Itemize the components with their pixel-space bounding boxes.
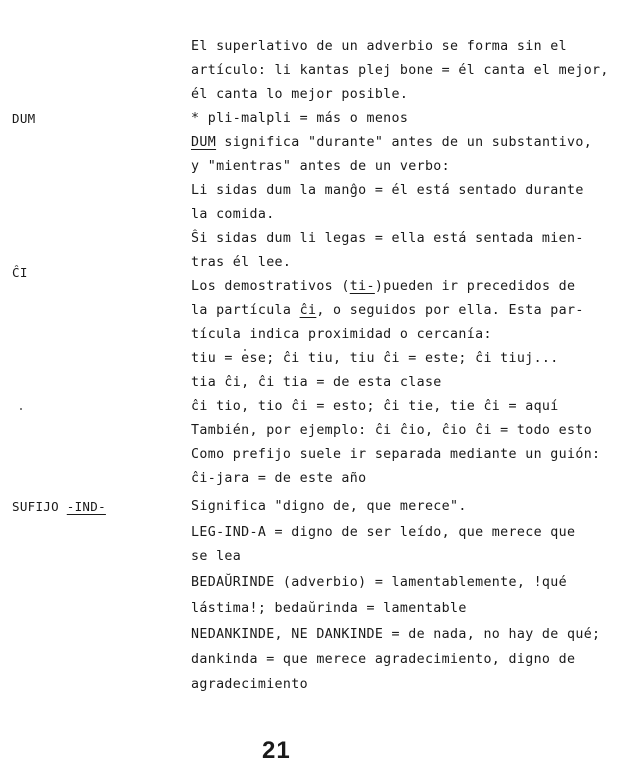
text-line: artículo: li kantas plej bone = él canta el mejor, (191, 63, 609, 78)
term-ti: ti- (349, 279, 375, 294)
text-line: tras él lee. (191, 255, 292, 270)
term-dum: DUM (191, 135, 217, 150)
text-line (191, 301, 584, 321)
text-line: él canta lo mejor posible. (191, 87, 409, 102)
text-line: dankinda = que merece agradecimiento, digno de (191, 652, 576, 667)
scan-speck (20, 408, 22, 410)
text-segment: significa "durante" antes de un substantivo, (216, 135, 593, 150)
text-line: Ŝi sidas dum li legas = ella está sentada mien- (191, 231, 584, 246)
text-segment: , o seguidos por ella. Esta par- (316, 303, 584, 318)
text-line: se lea (191, 549, 242, 564)
text-segment: Los demostrativos ( (191, 279, 350, 294)
text-line: la comida. (191, 207, 275, 222)
text-line: y "mientras" antes de un verbo: (191, 159, 451, 174)
margin-label-sufijo-ind (12, 497, 106, 517)
text-line (191, 133, 592, 153)
text-line: El superlativo de un adverbio se forma sin el (191, 39, 567, 54)
text-line: Significa "digno de, que merece". (191, 499, 467, 514)
text-line (191, 277, 575, 297)
text-line: ĉi tio, tio ĉi = esto; ĉi tie, tie ĉi = aquí (191, 399, 559, 414)
text-line: agradecimiento (191, 677, 308, 692)
scan-speck (244, 349, 246, 351)
text-segment: )pueden ir precedidos de (374, 279, 576, 294)
text-line: Como prefijo suele ir separada mediante un guión: (191, 447, 601, 462)
text-line: También, por ejemplo: ĉi ĉio, ĉio ĉi = todo esto (191, 423, 593, 438)
text-segment: la partícula (191, 303, 300, 318)
text-line: tiu = ese; ĉi tiu, tiu ĉi = este; ĉi tiuj... (191, 351, 559, 366)
text-line: LEG-IND-A = digno de ser leído, que merece que (191, 525, 576, 540)
page-number: 21 (262, 737, 291, 764)
text-line: Li sidas dum la manĝo = él está sentado durante (191, 183, 584, 198)
text-line: tia ĉi, ĉi tia = de esta clase (191, 375, 442, 390)
text-line: tícula indica proximidad o cercanía: (191, 327, 492, 342)
margin-label-ci: ĈI (12, 265, 28, 280)
margin-label-dum: DUM (12, 111, 36, 126)
text-line: * pli-malpli = más o menos (191, 111, 409, 126)
text-line: BEDAŬRINDE (adverbio) = lamentablemente, !qué (191, 575, 567, 590)
sufijo-term: -IND- (66, 499, 106, 514)
text-line: NEDANKINDE, NE DANKINDE = de nada, no hay de qué; (191, 627, 601, 642)
sufijo-word: SUFIJO (12, 499, 67, 514)
text-line: lástima!; bedaŭrinda = lamentable (191, 601, 467, 616)
text-line: ĉi-jara = de este año (191, 471, 367, 486)
term-ci: ĉi (299, 303, 317, 318)
